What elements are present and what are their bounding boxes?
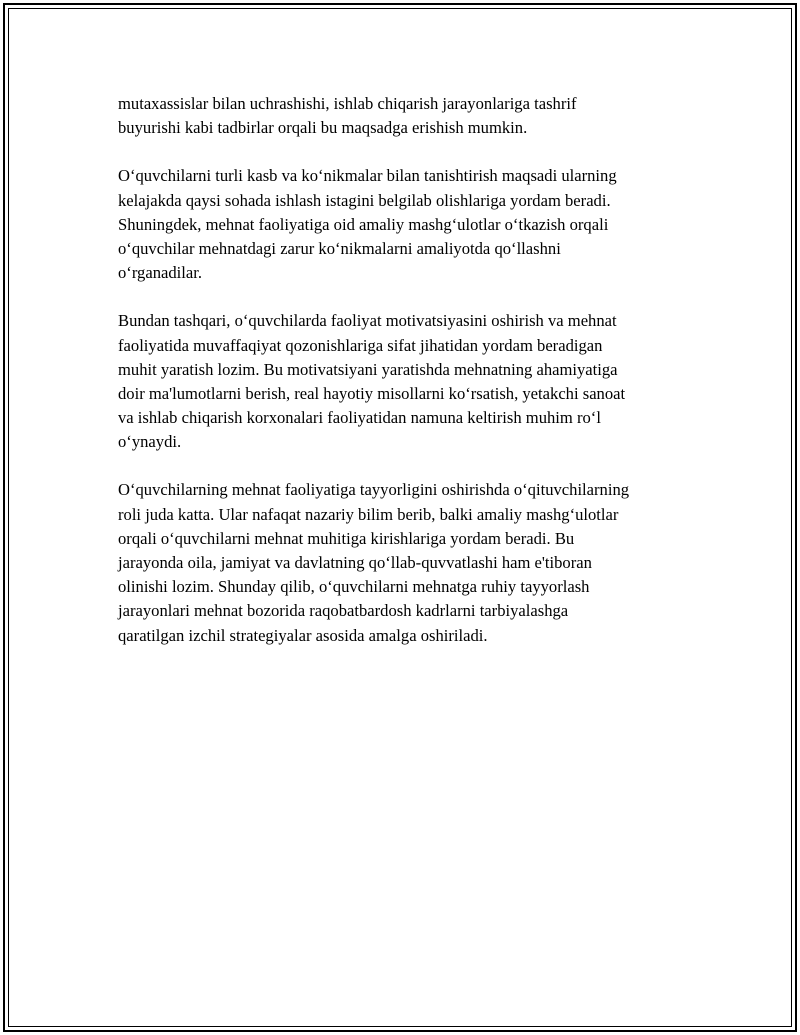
paragraph-1	[118, 92, 690, 140]
paragraph-4	[118, 478, 690, 647]
paragraph-line: Shuningdek, mehnat faoliyatiga oid amaliy mashg‘ulotlar o‘tkazish orqali	[118, 214, 609, 234]
paragraph-line: olinishi lozim. Shunday qilib, o‘quvchilarni mehnatga ruhiy tayyorlash	[118, 577, 590, 597]
paragraph-line: mutaxassislar bilan uchrashishi, ishlab chiqarish jarayonlariga tashrif	[118, 94, 577, 113]
paragraph-line: roli juda katta. Ular nafaqat nazariy bilim berib, balki amaliy mashg‘ulotlar	[118, 504, 619, 524]
paragraph-line: jarayonlari mehnat bozorida raqobatbardosh kadrlarni tarbiyalashga	[118, 601, 569, 621]
paragraph-line: o‘ynaydi.	[118, 432, 182, 452]
paragraph-line: qaratilgan izchil strategiyalar asosida amalga oshiriladi.	[118, 625, 488, 645]
paragraph-2	[118, 164, 690, 285]
paragraph-line: Bundan tashqari, o‘quvchilarda faoliyat motivatsiyasini oshirish va mehnat	[118, 311, 617, 331]
paragraph-line: faoliyatida muvaffaqiyat qozonishlariga sifat jihatidan yordam beradigan	[118, 335, 603, 355]
document-body	[118, 92, 690, 672]
paragraph-line: doir ma'lumotlarni berish, real hayotiy misollarni ko‘rsatish, yetakchi sanoat	[118, 383, 626, 403]
paragraph-line: va ishlab chiqarish korxonalari faoliyatidan namuna keltirish muhim ro‘l	[118, 408, 601, 428]
paragraph-line: orqali o‘quvchilarni mehnat muhitiga kirishlariga yordam beradi. Bu	[118, 528, 575, 548]
paragraph-line: o‘quvchilar mehnatdagi zarur ko‘nikmalarni amaliyotda qo‘llashni	[118, 238, 561, 258]
paragraph-line: O‘quvchilarni turli kasb va ko‘nikmalar bilan tanishtirish maqsadi ularning	[118, 166, 617, 186]
paragraph-line: kelajakda qaysi sohada ishlash istagini belgilab olishlariga yordam beradi.	[118, 190, 611, 210]
paragraph-line: O‘quvchilarning mehnat faoliyatiga tayyorligini oshirishda o‘qituvchilarning	[118, 480, 630, 500]
paragraph-line: o‘rganadilar.	[118, 263, 203, 283]
paragraph-line: jarayonda oila, jamiyat va davlatning qo‘llab-quvvatlashi ham e'tiboran	[118, 553, 592, 572]
paragraph-3	[118, 309, 690, 454]
paragraph-line: buyurishi kabi tadbirlar orqali bu maqsadga erishish mumkin.	[118, 118, 528, 138]
paragraph-line: muhit yaratish lozim. Bu motivatsiyani yaratishda mehnatning ahamiyatiga	[118, 359, 618, 379]
